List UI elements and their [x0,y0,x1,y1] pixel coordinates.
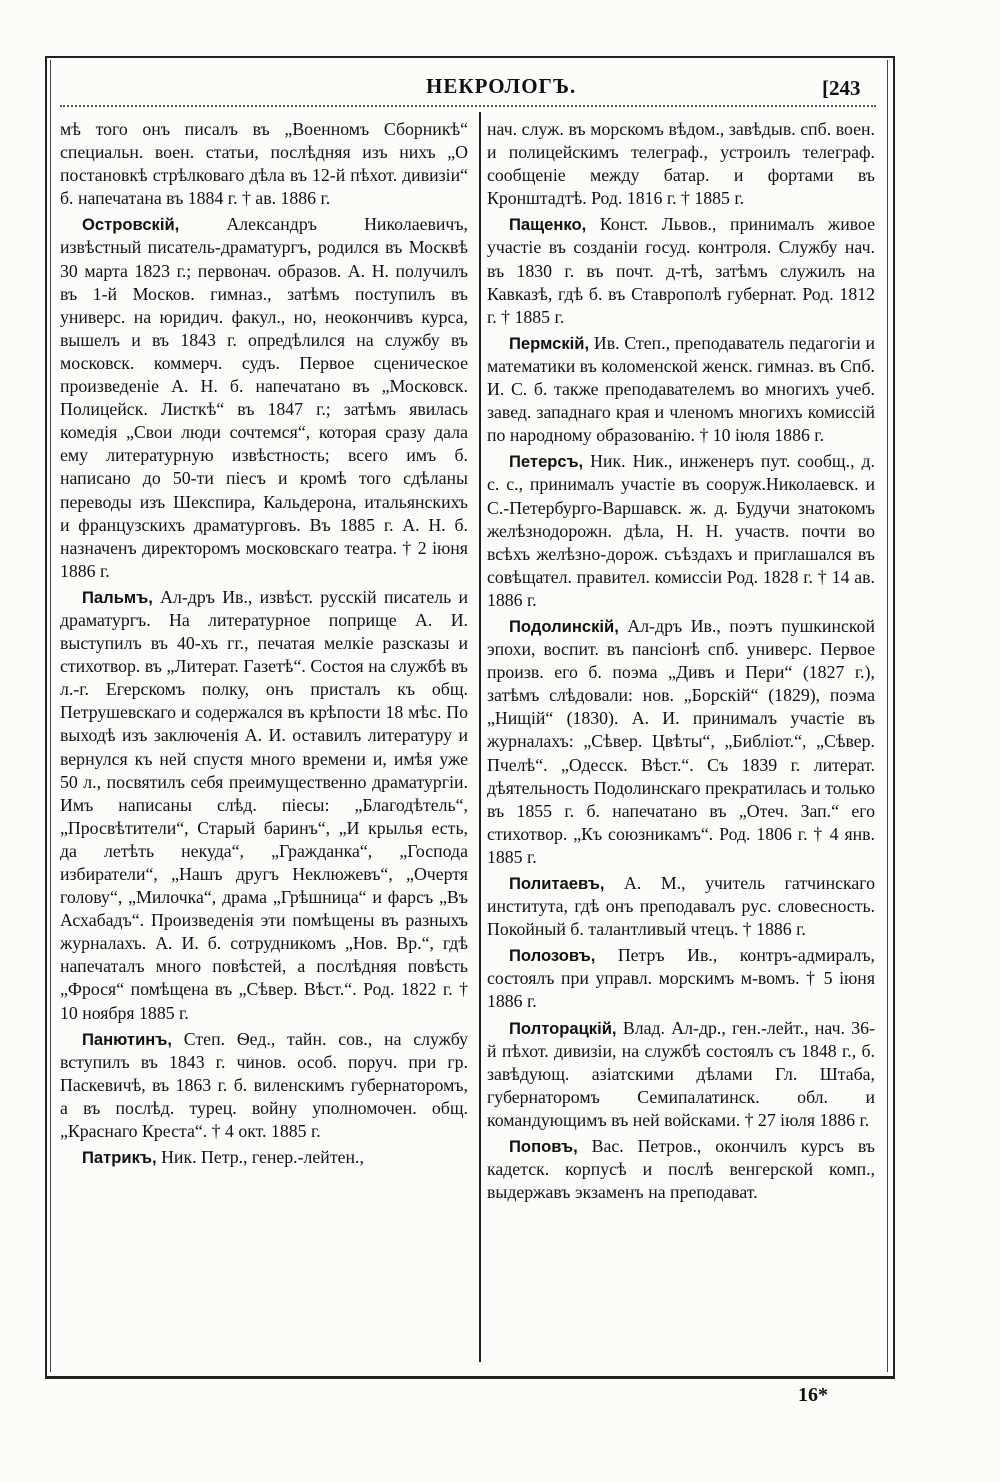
page-number: [243 [822,76,861,100]
obituary-entry [487,944,875,1013]
entry-name: Политаевъ, [509,874,605,893]
obituary-entry [487,450,875,612]
entry-text: Ник. Петр., генер.-лейтен., [156,1147,364,1168]
entry-text: Конст. Львов., принималъ живое участіе въ созданіи госуд. контроля. Службу нач. въ 1830 г. въ почт. д-тѣ, затѣмъ служилъ на Кавказѣ, гдѣ б. въ Ставрополѣ губернат. Род. 1812 г. † 1885 г. [487,214,875,327]
obituary-entry [60,1146,468,1169]
entry-name: Петерсъ, [509,452,584,472]
entry-text: Александръ Николаевичъ, извѣстный писатель-драматургъ, родился въ Москвѣ 30 марта 1823 г.; первонач. образов. А. Н. получилъ въ 1-й Москов. гимназ., затѣмъ поступилъ въ универс. на юридич. факул., но, неокончивъ курса, вышелъ и въ 1843 г. опредѣлился на службу въ московск. коммерч. судъ. Первое сценическое произведеніе А. Н. б. напечатано въ „Московск. Полицейск. Листкѣ“ въ 1847 г.; затѣмъ явилась комедія „Свои люди сочтемся“, которая сразу дала ему литературную извѣстность; всего имъ б. написано до 50-ти піесъ и кромѣ того сдѣланы переводы изъ Шекспира, Кальдерона, итальянскихъ и французскихъ драматурговъ. Въ 1885 г. А. Н. б. назначенъ директоромъ московскаго театра. † 2 іюня 1886 г. [60,214,468,581]
obituary-entry [487,213,875,328]
entry-name: Подолинскій, [509,616,619,636]
entry-name: Панютинъ, [82,1029,172,1049]
entry-name: Патрикъ, [82,1148,157,1168]
entry-name: Пермскій, [509,333,590,353]
obituary-entry [487,332,875,447]
entry-name: Пащенко, [509,215,587,235]
obituary-entry [487,1017,875,1132]
right-column-continuation: нач. служ. въ морскомъ вѣдом., завѣдыв. спб. воен. и полицейскимъ телеграф., устроилъ телеграф. сообщеніе между батар. и фортами въ Кронштадтѣ. Род. 1816 г. † 1885 г. [487,119,875,209]
obituary-entry [60,586,468,1025]
entry-text: Ал-дръ Ив., извѣст. русскій писатель и драматургъ. На литературное поприще А. И. выступилъ въ 40-хъ гг., печатая мелкіе разсказы и стихотвор. въ „Литерат. Газетѣ“. Состоя на службѣ въ л.-г. Егерскомъ полку, онъ присталъ къ общ. Петрушевскаго и содержался въ крѣпости 18 мѣс. По выходѣ изъ заключенія А. И. оставилъ литературу и вернулся къ ней спустя много времени и, имѣя уже 50 л., посвятилъ себя преимущественно драматургіи. Имъ написаны слѣд. піесы: „Благодѣтель“, „Просвѣтители“, Старый баринъ“, „И крылья есть, да летѣть некуда“, „Гражданка“, „Господа избиратели“, „Нашъ другъ Неклюжевъ“, „Очертя голову“, „Милочка“, драма „Грѣшница“ и фарсъ „Въ Асхабадъ“. Произведенія эти помѣщены въ разныхъ журналахъ. А. И. б. сотрудникомъ „Нов. Вр.“, гдѣ напечаталъ много повѣстей, а послѣдняя повѣсть „Фрося“ помѣщена въ „Сѣвер. Вѣст.“. Род. 1822 г. † 10 ноября 1885 г. [60,586,468,1023]
obituary-entry [487,1135,875,1204]
header-rule [60,105,876,107]
obituary-entry [60,1028,468,1143]
page-title: НЕКРОЛОГЪ. [426,74,577,98]
entry-name: Островскій, [82,215,180,235]
entry-text: Петръ Ив., контръ-адмиралъ, состоялъ при управл. морскимъ м-вомъ. † 5 іюня 1886 г. [487,945,875,1012]
entry-text: Ал-дръ Ив., поэтъ пушкинской эпохи, воспит. въ пансіонѣ спб. универс. Первое произв. его б. поэма „Дивъ и Пери“ (1827 г.), затѣмъ слѣдовали: нов. „Борскій“ (1829), поэма „Нищій“ (1830). А. И. принималъ участіе въ журналахъ: „Сѣвер. Цвѣты“, „Библіот.“, „Сѣвер. Пчелѣ“. „Одесск. Вѣст.“. Съ 1839 г. литерат. дѣятельность Подолинскаго прекратилась и только въ 1855 г. б. напечатано въ „Отеч. Зап.“ его стихотвор. „Къ союзникамъ“. Род. 1806 г. † 4 янв. 1885 г. [487,615,875,867]
signature-mark: 16* [798,1384,828,1406]
entry-name: Пальмъ, [82,587,153,607]
entry-text: А. М., учитель гатчинскаго института, гдѣ онъ преподавалъ рус. словесность. Покойный б. талантливый чтецъ. † 1886 г. [487,873,875,940]
left-column-continuation: мѣ того онъ писалъ въ „Военномъ Сборникѣ“ специальн. воен. статьи, послѣдняя изъ нихъ „О постановкѣ стрѣлковаго дѣла въ 12-й пѣхот. дивизіи“ б. напечатана въ 1884 г. † ав. 1886 г. [60,119,468,209]
entry-text: Влад. Ал-др., ген.-лейт., нач. 36-й пѣхот. дивизіи, на службѣ состоялъ съ 1848 г., б. завѣдующ. азіатскими дѣлами Гл. Штаба, губернаторомъ Семипалатинск. обл. и командующимъ въ ней войсками. † 27 іюля 1886 г. [487,1017,875,1130]
right-column [487,118,875,1204]
obituary-entry [60,213,468,583]
entry-text: Ник. Ник., инженеръ пут. сообщ., д. с. с., принималъ участіе въ сооруж.Николаевск. и С.-Петербурго-Варшавск. ж. д. Будучи знатокомъ желѣзнодорожн. дѣла, Н. Н. участв. почти во всѣхъ желѣзно-дорож. съѣздахъ и приглашался въ совѣщател. правител. комиссіи Род. 1828 г. † 14 ав. 1886 г. [487,451,875,610]
entry-name: Полторацкій, [509,1018,617,1038]
entry-text: Степ. Ѳед., тайн. сов., на службу вступилъ въ 1843 г. чинов. особ. поруч. при гр. Паскевичѣ, въ 1863 г. б. виленскимъ губернаторомъ, а въ послѣд. турец. войну уполномочен. общ. „Краснаго Креста“. † 4 окт. 1885 г. [60,1028,468,1142]
entry-text: Вас. Петров., окончилъ курсъ въ кадетск. корпусѣ и послѣ венгерской комп., выдержавъ экзаменъ на преподават. [487,1136,875,1203]
entry-text: Ив. Степ., преподаватель педагогіи и математики въ коломенской женск. гимназ. въ Спб. И. С. б. также преподавателемъ во многихъ учеб. завед. западнаго края и членомъ многихъ комиссій по народному образованію. † 10 іюля 1886 г. [487,332,875,446]
entry-name: Полозовъ, [509,946,596,966]
entry-name: Поповъ, [509,1137,578,1157]
obituary-entry [487,615,875,869]
column-divider [479,112,481,1362]
obituary-entry [487,872,875,941]
left-column [60,118,468,1169]
